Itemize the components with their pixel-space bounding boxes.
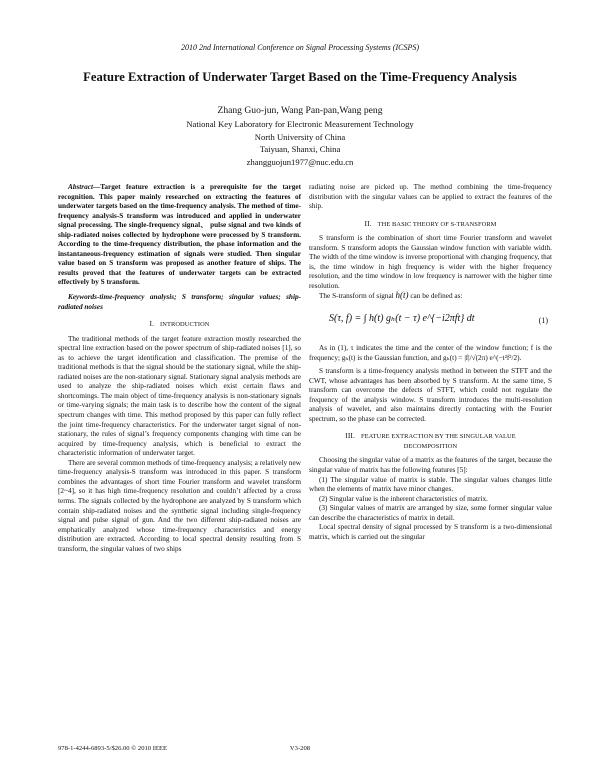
abstract-label: Abstract (68, 183, 93, 191)
abstract-body: —Target feature extraction is a prerequisite for the target recognition. This paper mainly researched on extracting the features of underwater targets based on the time-frequency analysis. The method of time-frequency analysis-S transform was introduced and applied in underwater signal processing. The single-frequency signal、 pulse signal and two kinds of ship-radiated noises collected by hydrophone were processed by S transform. According to the time-frequency distribution, the phase information and the instantaneous-frequency estimation of signals were studied. Then singular value based on S transform was proposed as another feature of ships. The results proved that the features of underwater targets can be extracted effectively by S transform. (58, 183, 301, 287)
equation-1 (309, 306, 552, 340)
paragraph: (1) The singular value of matrix is stable. The singular values changes little when the elements of matrix have minor changes. (309, 475, 552, 494)
keywords: Keywords-time-frequency analysis; S transform; singular values; ship-radiated noises (58, 293, 301, 311)
author-email: zhangguojun1977@nuc.edu.cn (246, 156, 354, 167)
footer-isbn: 978-1-4244-6893-5/$26.00 © 2010 IEEE (58, 745, 168, 752)
author-names: Zhang Guo-jun, Wang Pan-pan,Wang peng (217, 105, 383, 116)
conference-header: 2010 2nd International Conference on Signal Processing Systems (ICSPS) (180, 43, 420, 52)
abstract (58, 183, 301, 288)
section-number: II. (364, 218, 372, 228)
text-run: The S-transform of signal (319, 292, 394, 301)
paragraph: radiating noise are picked up. The method combining the time-frequency distribution with the singular values can be applied to extract the features of the ship. (309, 183, 552, 211)
section-title: INTRODUCTION (160, 321, 210, 329)
paragraph: As in (1), τ indicates the time and the center of the window function; f is the frequency; gₕ(t) is the Gaussian function, and gₕ(t) = |f|/√(2π) e^(−t²f²/2). (309, 344, 552, 362)
affiliation-city: Taiyuan, Shanxi, China (259, 144, 341, 155)
affiliation-university: North University of China (254, 131, 346, 142)
section-title-line-1: FEATURE EXTRACTION BY THE SINGULAR VALUE (360, 433, 516, 441)
paper-title: Feature Extraction of Underwater Target Based on the Time-Frequency Analysis (83, 70, 517, 84)
footer-page-number: V3-208 (289, 745, 311, 752)
left-column (58, 183, 301, 554)
paragraph: The traditional methods of the target feature extraction mostly researched the spectral line extraction based on the power spectrum of ship-radiated noises [1], so as to achieve the target identification and classification. The premise of the traditional methods is that the signal should be the stationary signal, while the ship-radiated noises are the non-stationary signal. Stationary signal analysis methods are used to analyze the ship-radiated noises which exist certain flaws and shortcomings. The main object of time-frequency analysis is non-stationary signals or time-varying signals; the main task is to describe how the content of the signal spectrum changes with time. This method proposed by this paper can fully reflect the joint time-frequency characteristics. For the underwater target signal of non-stationary, the rules of signal’s frequency components changing with time can be acquired by time-frequency analysis, which is beneficial to extract the characteristic information of underwater target. (58, 334, 301, 458)
section-title-line-2: DECOMPOSITION (403, 442, 458, 450)
paragraph: (3) Singular values of matrix are arranged by size, some former singular value can describe the characteristics of matrix in detail. (309, 504, 552, 522)
section-heading-s-transform (309, 219, 552, 230)
paragraph: S transform is a time-frequency analysis method in between the STFT and the CWT, whose advantages has been absorbed by S transform. At the same time, S transform can overcome the defects of STFT, which could not regulate the frequency of the analysis window. S transform introduces the multi-resolution analysis of wavelet, and also maintains directly contacting with the Fourier spectrum, so the phase can be corrected. (309, 367, 552, 423)
section-heading-svd (309, 431, 552, 451)
equation-formula: S(τ, f) = ∫ h(t) gₕ(t − τ) e^{−i2πft} dt (329, 313, 475, 325)
section-title: THE BASIC THEORY OF S-TRANSFORM (377, 220, 497, 228)
section-heading-introduction (58, 319, 301, 330)
affiliation-lab: National Key Laboratory for Electronic Measurement Technology (186, 119, 414, 129)
paragraph: (2) Singular value is the inherent characteristics of matrix. (319, 494, 488, 503)
equation-number: (1) (538, 316, 548, 326)
paragraph-with-symbol (309, 291, 552, 302)
signal-symbol: h(t) (395, 290, 409, 301)
right-column (309, 183, 552, 542)
author-block (0, 104, 600, 168)
section-number: III. (345, 431, 355, 441)
paragraph: Choosing the singular value of a matrix as the features of the target, because the singular value of matrix has the following features [5]: (309, 456, 552, 475)
paragraph: There are several common methods of time-frequency analysis; a relatively new time-frequency analysis-S transform was introduced in this paper. S transform combines the advantages of short time Fourier transform and wavelet transform [2~4], so it has high time-frequency resolution and couldn’t affected by a cross terms. The signals collected by the hydrophone are analyzed by S transform which contain ship-radiated noises and the synthetic signal including single-frequency signal and pulse signal of gun. And the two different ship-radiated noises are emphatically analyzed whose time-frequency characteristics and energy distribution are extracted. According to local spectral density resulting from S transform, the singular values of two ships (58, 458, 301, 553)
text-run: can be defined as: (410, 292, 463, 301)
section-number: I. (149, 319, 155, 329)
paragraph: Local spectral density of signal processed by S transform is a two-dimensional matrix, which is carried out the singular (309, 523, 552, 541)
paragraph: S transform is the combination of short time Fourier transform and wavelet transform. S transform adopts the Gaussian window function with variable width. The width of the time window is inverse proportional with changing frequency, that is, the time window in high frequency is wider with the higher frequency resolution, and the time window in low frequency is narrower with the higher time resolution. (309, 234, 552, 290)
